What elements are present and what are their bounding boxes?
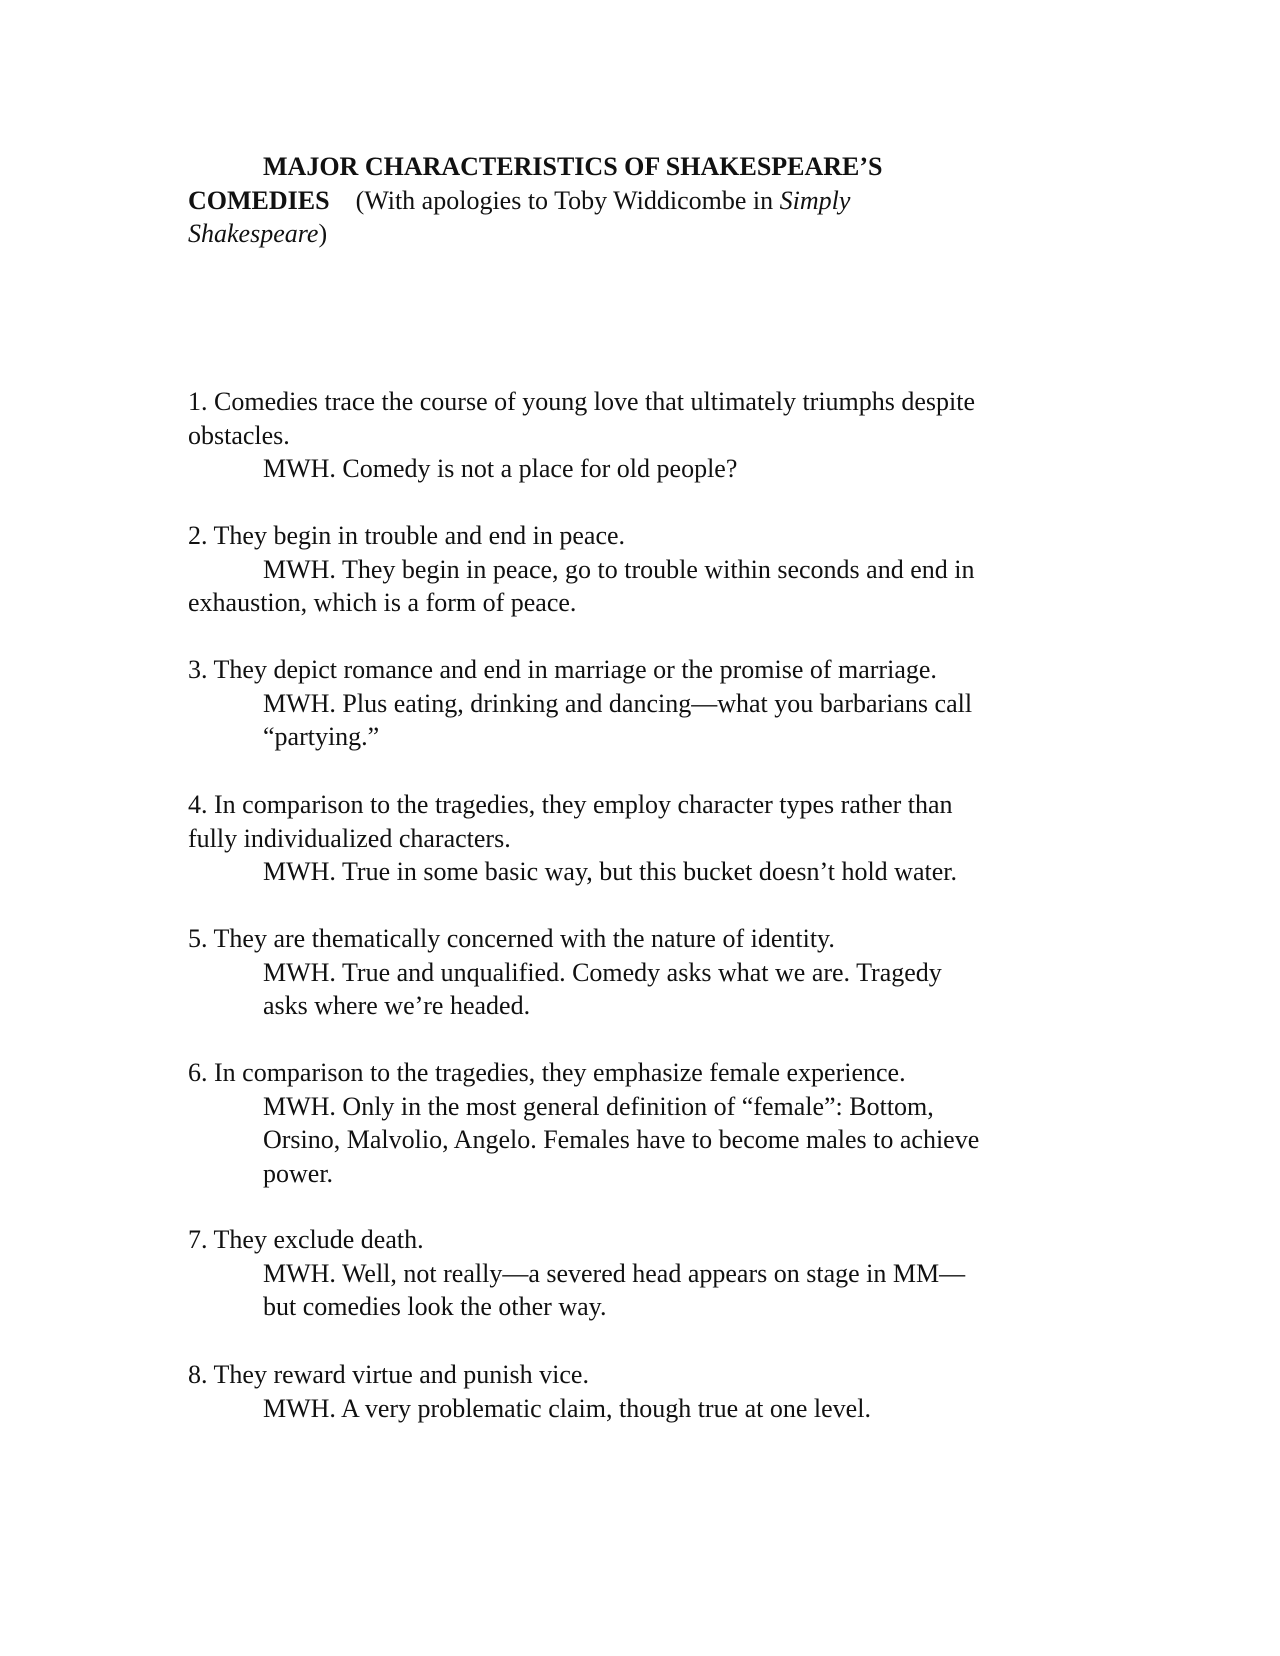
response-line: MWH. Only in the most general definition of “female”: Bottom, (263, 1091, 934, 1121)
response-line: MWH. Comedy is not a place for old people? (263, 454, 738, 483)
title-line-2 (188, 184, 1088, 218)
list-item (188, 922, 1088, 1023)
claim-line: obstacles. (188, 420, 290, 450)
list-item (188, 788, 1088, 889)
title-book-italic-1: Simply (779, 185, 851, 215)
claim-line: 6. In comparison to the tragedies, they emphasize female experience. (188, 1058, 906, 1087)
response-line: MWH. True in some basic way, but this bucket doesn’t hold water. (263, 857, 957, 886)
claim-line: 7. They exclude death. (188, 1225, 424, 1254)
response-line: but comedies look the other way. (263, 1292, 607, 1321)
response-line: Orsino, Malvolio, Angelo. Females have to become males to achieve (263, 1125, 980, 1154)
claim-line: 5. They are thematically concerned with the nature of identity. (188, 924, 835, 953)
claim-line: 4. In comparison to the tragedies, they employ character types rather than (188, 790, 953, 819)
response-line: MWH. They begin in peace, go to trouble within seconds and end in (263, 554, 975, 584)
response-line: exhaustion, which is a form of peace. (188, 588, 577, 617)
title-line-3 (188, 217, 1088, 251)
list-item (188, 1358, 1088, 1425)
claim-line: 3. They depict romance and end in marriage or the promise of marriage. (188, 655, 937, 684)
list-item (188, 1223, 1088, 1324)
title-paren-close: ) (318, 219, 328, 248)
title-book-italic-2: Shakespeare (188, 219, 319, 248)
response-line: MWH. True and unqualified. Comedy asks what we are. Tragedy (263, 957, 942, 987)
response-line: asks where we’re headed. (263, 991, 531, 1020)
response-line: MWH. A very problematic claim, though true at one level. (263, 1393, 871, 1423)
list-item (188, 1056, 1088, 1190)
document-title (188, 150, 1088, 251)
claim-line: fully individualized characters. (188, 823, 511, 853)
claim-line: 8. They reward virtue and punish vice. (188, 1360, 589, 1389)
title-line-1: MAJOR CHARACTERISTICS OF SHAKESPEARE’S (263, 152, 883, 181)
response-line: power. (263, 1158, 334, 1188)
response-line: “partying.” (263, 722, 380, 751)
title-comedies: COMEDIES (188, 185, 330, 215)
list-item (188, 653, 1088, 754)
claim-line: 1. Comedies trace the course of young love that ultimately triumphs despite (188, 387, 976, 416)
claim-line: 2. They begin in trouble and end in peace. (188, 521, 626, 550)
response-line: MWH. Well, not really—a severed head appears on stage in MM— (263, 1258, 966, 1288)
response-line: MWH. Plus eating, drinking and dancing—what you barbarians call (263, 688, 973, 718)
list-item (188, 385, 1088, 486)
list-item (188, 519, 1088, 620)
title-subtitle-text: (With apologies to Toby Widdicombe in (355, 185, 780, 215)
